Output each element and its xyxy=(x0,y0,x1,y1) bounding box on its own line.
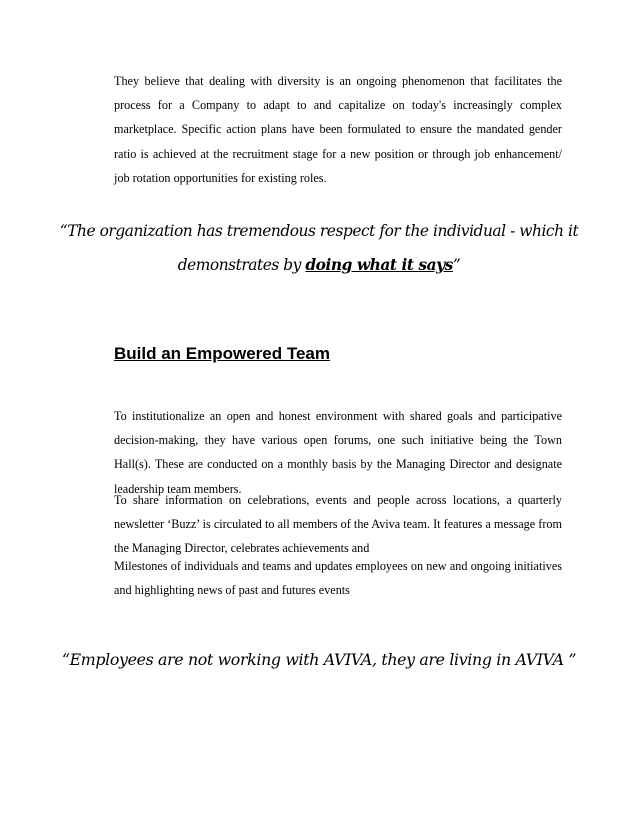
quote-2: “Employees are not working with AVIVA, they are living in AVIVA ” xyxy=(61,650,577,669)
quote-1-suffix: ” xyxy=(452,256,461,274)
body-paragraph-1: To institutionalize an open and honest environment with shared goals and participative decision-making, they have various open forums, one such initiative being the Town Hall(s). These are conducted on a monthly basis by the Managing Director and designate leadership team members. xyxy=(114,409,562,496)
body-paragraph-2: To share information on celebrations, events and people across locations, a quarterly newsletter ‘Buzz’ is circulated to all members of the Aviva team. It features a message from the Managing Director, celebrates achievements and xyxy=(114,493,562,556)
body-paragraph-3: Milestones of individuals and teams and updates employees on new and ongoing initiatives and highlighting news of past and futures events xyxy=(114,559,562,598)
quote-1-line-2 xyxy=(0,256,638,274)
quote-1-emphasis: doing what it says xyxy=(305,256,453,274)
intro-paragraph: They believe that dealing with diversity is an ongoing phenomenon that facilitates the process for a Company to adapt to and capitalize on today's increasingly complex marketplace. Specific action plans have been formulated to ensure the mandated gender ratio is achieved at the recruitment stage for a new position or through job enhancement/ job rotation opportunities for existing roles. xyxy=(114,74,562,185)
quote-1-prefix: demonstrates by xyxy=(177,256,306,274)
section-heading: Build an Empowered Team xyxy=(114,344,331,363)
quote-1-line-1: “The organization has tremendous respect for the individual - which it xyxy=(59,222,579,240)
